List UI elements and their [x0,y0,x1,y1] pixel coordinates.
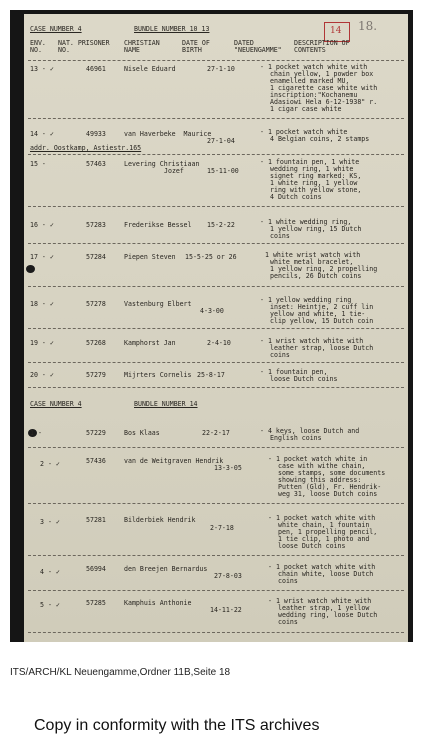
entry-content-line: ring with yellow stone, [270,186,362,194]
entry-birth: 13-3-05 [214,464,242,472]
entry-env: 5 - ✓ [40,601,60,609]
entry-birth: 15-2-22 [207,221,235,229]
row-rule [28,286,404,287]
entry-birth: 27-8-03 [214,572,242,580]
row-rule [28,206,404,207]
entry-name: Piepen Steven [124,253,176,261]
entry-prisoner-no: 57284 [86,253,106,261]
row-rule [28,243,404,244]
entry-name: Mijrters Cornelis [124,371,192,379]
entry-name: Frederikse Bessel [124,221,192,229]
entry-env: 1 - [30,429,42,437]
entry-content-line: English coins [270,434,322,442]
entry-content-line: showing this address: [278,476,362,484]
entry-birth: 25-8-17 [197,371,225,379]
entry-name: Levering Christiaan [124,160,200,168]
entry-content-line: - 1 yellow wedding ring [260,296,352,304]
entry-name: Vastenburg Elbert [124,300,192,308]
row-rule [28,118,404,119]
entry-content-line: white chain, 1 fountain [278,521,370,529]
entry-content-line: Putten (Gld), Fr. Hendrik- [278,483,382,491]
col-date-of-birth: DATE OF BIRTH [182,39,210,55]
entry-birth: 4-3-00 [200,307,224,315]
entry-content-line: clip yellow, 15 Dutch coin [270,317,374,325]
entry-content-line: Adasiowi Hela 6-12-1938" r. [270,98,378,106]
row-rule [28,555,404,556]
bundle-number-2: BUNDLE NUMBER 14 [134,400,198,408]
entry-content-line: 1 cigar case white [270,105,342,113]
entry-content-line: 1 yellow ring, 15 Dutch [270,225,362,233]
entry-content-line: - 1 wrist watch white with [260,337,364,345]
entry-content-line: - 1 pocket watch white with [268,514,376,522]
entry-env: 18 - ✓ [30,300,54,308]
col-prisoner-no: NAT. PRISONER NO. [58,39,110,55]
entry-content-line: - 1 wrist watch white with [268,597,372,605]
entry-content-line: - 1 pocket watch white with [260,63,368,71]
entry-name: van de Weitgraven Hendrik [124,457,224,465]
row-rule [28,387,404,388]
entry-prisoner-no: 46961 [86,65,106,73]
entry-prisoner-no: 57278 [86,300,106,308]
row-rule [28,328,404,329]
entry-prisoner-no: 57285 [86,599,106,607]
row-rule [28,590,404,591]
col-env-no: ENV. NO. [30,39,46,55]
row-rule [28,154,404,155]
col-description: DESCRIPTION OF CONTENTS [294,39,350,55]
entry-env: 15 - [30,160,46,168]
case-number-2: CASE NUMBER 4 [30,400,82,408]
entry-name: Nisele Eduard [124,65,176,73]
entry-name: Kamphuis Anthonie [124,599,192,607]
entry-content-line: - 4 keys, loose Dutch and [260,427,360,435]
entry-content-line: coins [270,232,290,240]
entry-prisoner-no: 57268 [86,339,106,347]
entry-content-line: pen, 1 propelling pencil, [278,528,378,536]
entry-content-line: - 1 pocket watch white in [268,455,368,463]
stamp-number: 14 [330,26,342,36]
entry-content-line: - 1 white wedding ring, [260,218,352,226]
entry-birth: 22-2-17 [202,429,230,437]
entry-birth: 15-11-00 [207,167,239,175]
entry-name: Bos Klaas [124,429,160,437]
entry-env: 16 - ✓ [30,221,54,229]
entry-env: 20 - ✓ [30,371,54,379]
archive-reference: ITS/ARCH/KL Neuengamme,Ordner 11B,Seite 18 [10,667,231,678]
entry-content-line: 1 white ring, 1 yellow [270,179,358,187]
entry-content-line: inset: Heintje, 2 cuff lin [270,303,374,311]
entry-name: Bilderbiek Hendrik [124,516,196,524]
entry-content-line: yellow and white, 1 tie- [270,310,366,318]
entry-prisoner-no: 57463 [86,160,106,168]
row-rule [28,503,404,504]
entry-name: Kamphorst Jan [124,339,176,347]
entry-prisoner-no: 57229 [86,429,106,437]
entry-content-line: 4 Dutch coins [270,193,322,201]
entry-content-line: chain white, loose Dutch [278,570,374,578]
entry-content-line: - 1 fountain pen, [260,368,328,376]
entry-content-line: pencils, 26 Dutch coins [270,272,362,280]
row-rule [28,362,404,363]
entry-prisoner-no: 56994 [86,565,106,573]
entry-prisoner-no: 57283 [86,221,106,229]
entry-content-line: weg 31, loose Dutch coins [278,490,378,498]
entry-prisoner-no: 57436 [86,457,106,465]
entry-content-line: enamelled marked MU, [270,77,350,85]
entry-birth: 27-1-10 [207,65,235,73]
entry-content-line: case with withe chain, [278,462,366,470]
handwritten-page-number: 18. [358,19,378,33]
row-rule [28,447,404,448]
entry-content-line: white metal bracelet, [270,258,354,266]
entry-content-line: - 1 fountain pen, 1 white [260,158,360,166]
entry-env: 17 - ✓ [30,253,54,261]
entry-birth: 14-11-22 [210,606,242,614]
case-number-1: CASE NUMBER 4 [30,25,82,33]
entry-env: 19 - ✓ [30,339,54,347]
col-dated: DATED "NEUENGAMME" [234,39,282,55]
entry-name: van Haverbeke Maurice [124,130,212,138]
entry-env: 4 - ✓ [40,568,60,576]
entry-birth: 2-4-10 [207,339,231,347]
entry-content-line: chain yellow, 1 powder box [270,70,374,78]
entry-content-line: 1 yellow ring, 2 propelling [270,265,378,273]
entry-content-line: loose Dutch coins [270,375,338,383]
entry-env: 2 - ✓ [40,460,60,468]
entry-content-line: wedding ring, loose Dutch [278,611,378,619]
entry-birth: 15-5-25 or 26 [185,253,237,261]
entry-env: 14 - ✓ [30,130,54,138]
entry-content-line: 4 Belgian coins, 2 stamps [270,135,370,143]
scanned-document [10,10,413,642]
entry-content-line: coins [270,351,290,359]
entry-content-line: inscription:"Kochanemu [270,91,358,99]
document-sheet [24,14,408,642]
entry-content-line: 1 cigarette case white with [270,84,378,92]
entry-birth: 2-7-18 [210,524,234,532]
bundle-number-1: BUNDLE NUMBER 10 13 [134,25,210,33]
entry-prisoner-no: 49933 [86,130,106,138]
entry-content-line: 1 white wrist watch with [265,251,361,259]
entry-env: 13 - ✓ [30,65,54,73]
entry-content-line: - 1 pocket watch white with [268,563,376,571]
entry-name: den Breejen Bernardus [124,565,208,573]
entry-prisoner-no: 57279 [86,371,106,379]
entry-birth: 27-1-04 [207,137,235,145]
entry-name-2: Jozef [164,167,184,175]
entry-content-line: wedding ring, 1 white [270,165,354,173]
entry-content-line: coins [278,577,298,585]
entry-content-line: leather strap, 1 yellow [278,604,370,612]
col-christian-name: CHRISTIAN NAME [124,39,160,55]
entry-content-line: - 1 pocket watch white [260,128,348,136]
entry-content-line: coins [278,618,298,626]
entry-content-line: signet ring marked: KS, [270,172,362,180]
entry-content-line: some stamps, some documents [278,469,386,477]
conformity-notice: Copy in conformity with the ITS archives [34,717,320,734]
entry-content-line: leather strap, loose Dutch [270,344,374,352]
header-rule [28,60,404,61]
ink-blot [26,265,35,273]
entry-content-line: 1 tie clip, 1 photo and [278,535,370,543]
address-note: addr. Oostkamp, Astiestr.165 [30,144,142,152]
entry-prisoner-no: 57281 [86,516,106,524]
row-rule [28,632,404,633]
entry-env: 3 - ✓ [40,518,60,526]
entry-content-line: loose Dutch coins [278,542,346,550]
